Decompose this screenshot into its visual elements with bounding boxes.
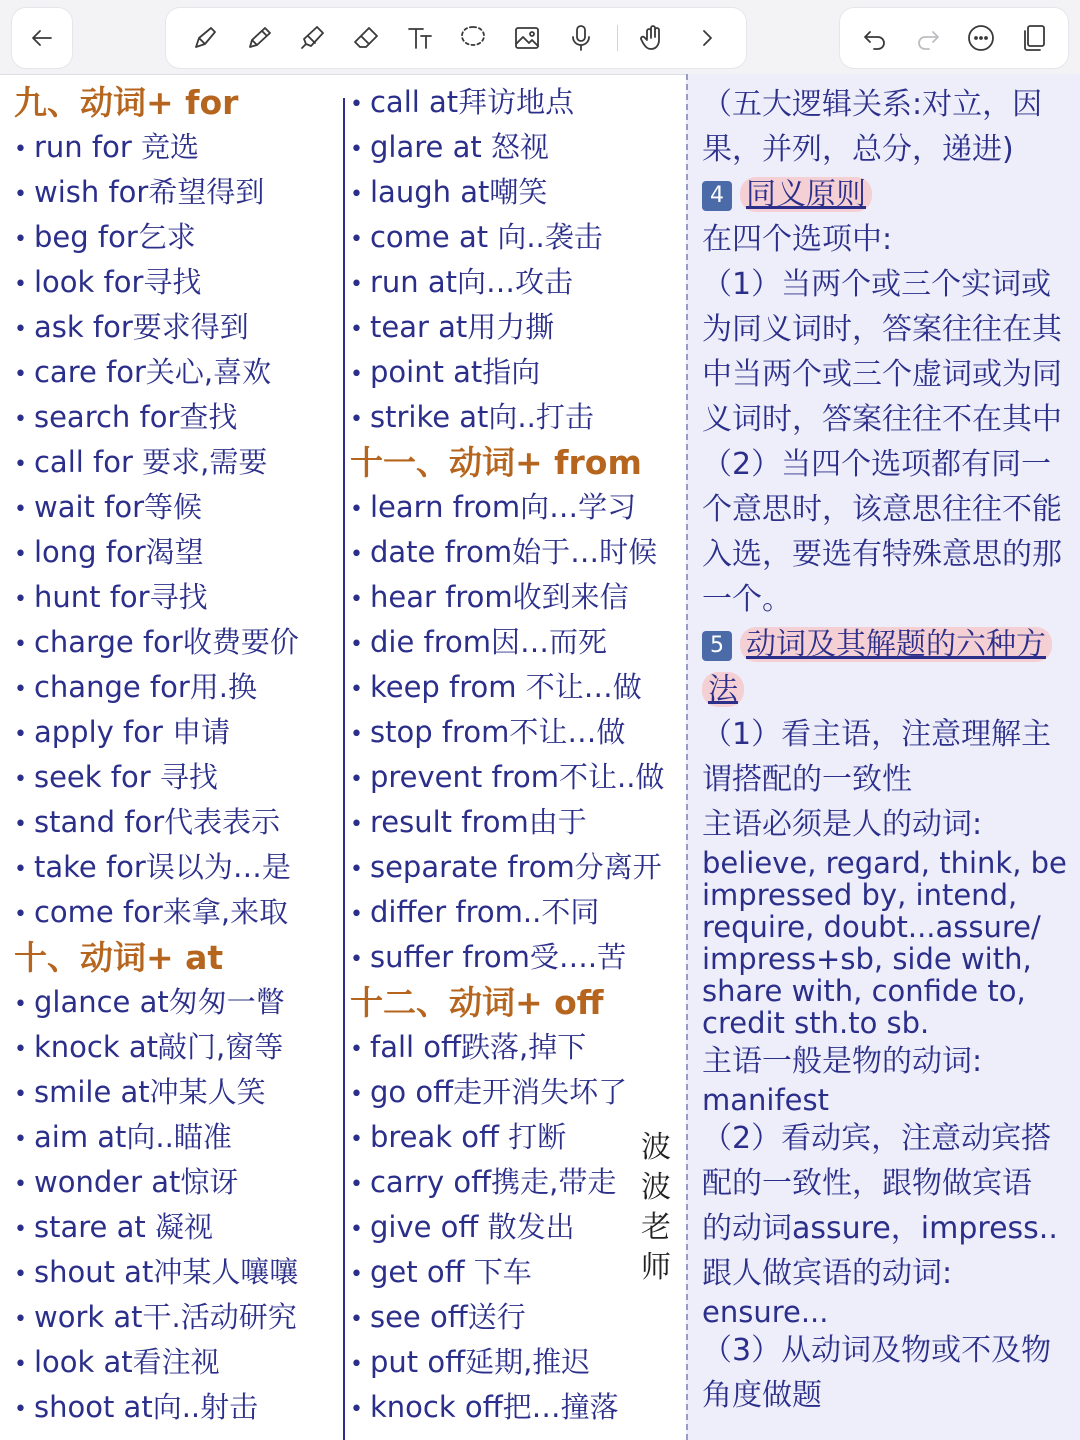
pencil-icon[interactable] [241,20,277,56]
list-verb-from [350,485,680,980]
document-actions [840,8,1068,68]
list-item: • shout at冲某人嚷嚷 [14,1250,334,1295]
text-line: impressed by, intend, [702,878,1018,912]
list-item: • tear at用力撕 [350,305,680,350]
text-line: （1）看主语，注意理解主 [702,717,1052,752]
text-line: 主语一般是物的动词: [702,1044,983,1079]
list-item: • differ from..不同 [350,890,680,935]
list-item: • smile at冲某人笑 [14,1070,334,1115]
text-line: share with, confide to, [702,974,1026,1008]
highlighter-icon[interactable] [294,20,330,56]
list-verb-at-continued [350,80,680,440]
text-line: 角度做题 [702,1378,822,1413]
number-badge: 5 [702,631,732,661]
text-line: ensure... [702,1295,829,1329]
list-item: • learn from向…学习 [350,485,680,530]
text-line: 入选，要选有特殊意思的那 [702,537,1062,572]
list-item: • die from因…而死 [350,620,680,665]
toolbar [0,0,1080,75]
signature-char: 师 [641,1250,671,1285]
list-item: • wish for希望得到 [14,170,334,215]
text-tool-icon[interactable] [402,20,438,56]
heading-verb-for: 九、动词+ for [14,83,239,122]
list-item: • work at干.活动研究 [14,1295,334,1340]
list-item: • aim at向..瞄准 [14,1115,334,1160]
heading-verb-from: 十一、动词+ from [350,443,642,482]
image-icon[interactable] [509,20,545,56]
redo-icon[interactable] [910,20,946,56]
list-item: • carry off携走,带走 [350,1160,680,1205]
heading-verb-at: 十、动词+ at [14,938,224,977]
microphone-icon[interactable] [563,20,599,56]
column-divider [343,98,345,1440]
text-line: 果，并列，总分，递进) [702,132,1014,167]
list-item: • stare at 凝视 [14,1205,334,1250]
list-item: • give off 散发出 [350,1205,680,1250]
text-line: （1）当两个或三个实词或 [702,267,1052,302]
section-title-5-cont [702,667,1080,712]
list-item: • look for寻找 [14,260,334,305]
text-line: 配的一致性，跟物做宾语 [702,1166,1032,1201]
text-line: （3）从动词及物或不及物 [702,1333,1052,1368]
arrow-left-icon [24,20,60,56]
text-line: credit sth.to sb. [702,1006,930,1040]
text-line: believe, regard, think, be [702,846,1067,880]
list-item: • wait for等候 [14,485,334,530]
list-item: • wonder at惊讶 [14,1160,334,1205]
list-item: • separate from分离开 [350,845,680,890]
section-title-5 [702,622,1080,667]
list-item: • knock off把…撞落 [350,1385,680,1430]
signature-char: 波 [641,1170,671,1205]
list-item: • glare at 怒视 [350,125,680,170]
signature-char: 老 [641,1210,671,1245]
list-item: • prevent from不让..做 [350,755,680,800]
text-line: 中当两个或三个虚词或为同 [702,357,1062,392]
list-item: • date from始于…时候 [350,530,680,575]
lasso-icon[interactable] [455,20,491,56]
text-line: （五大逻辑关系:对立，因 [702,87,1043,122]
back-button[interactable] [12,8,72,68]
text-line: 一个。 [702,582,792,617]
text-line: 的动词assure，impress.. [702,1211,1058,1246]
column-verb-for-at [14,80,334,1430]
text-line: 为同义词时，答案往往在其 [702,312,1062,347]
list-verb-for [14,125,334,935]
list-item: • change for用.换 [14,665,334,710]
list-item: • charge for收费要价 [14,620,334,665]
section-title-text: 法 [702,672,744,707]
text-line: 在四个选项中: [702,222,893,257]
list-item: • call for 要求,需要 [14,440,334,485]
list-item: • come at 向..袭击 [350,215,680,260]
section-title-4 [702,172,1080,217]
signature-char: 波 [641,1130,671,1165]
text-line: 个意思时，该意思往往不能 [702,492,1062,527]
list-item: • care for关心,喜欢 [14,350,334,395]
list-item: • take for误以为…是 [14,845,334,890]
list-item: • beg for乞求 [14,215,334,260]
list-item: • look at看注视 [14,1340,334,1385]
list-item: • see off送行 [350,1295,680,1340]
column-verb-at-from-off [350,80,680,1430]
list-item: • knock at敲门,窗等 [14,1025,334,1070]
list-item: • break off 打断 [350,1115,680,1160]
text-line: （2）看动宾，注意动宾搭 [702,1121,1052,1156]
text-line: manifest [702,1083,829,1117]
list-verb-off [350,1025,680,1430]
list-item: • hear from收到来信 [350,575,680,620]
heading-verb-off: 十二、动词+ off [350,983,604,1022]
list-item: • point at指向 [350,350,680,395]
more-icon[interactable] [963,20,999,56]
section-title-text: 同义原则 [740,177,872,212]
list-item: • run at向…攻击 [350,260,680,305]
list-item: • get off 下车 [350,1250,680,1295]
tool-palette [166,8,746,68]
pages-icon[interactable] [1016,20,1052,56]
list-item: • hunt for寻找 [14,575,334,620]
list-item: • shoot at向..射击 [14,1385,334,1430]
toolbar-separator [617,25,618,51]
list-item: • fall off跌落,掉下 [350,1025,680,1070]
text-line: require, doubt...assure/ [702,910,1041,944]
list-item: • call at拜访地点 [350,80,680,125]
text-line: impress+sb, side with, [702,942,1032,976]
chevron-right-icon[interactable] [689,20,725,56]
text-line: 义词时，答案往往不在其中 [702,402,1062,437]
list-item: • long for渴望 [14,530,334,575]
list-item: • ask for要求得到 [14,305,334,350]
list-item: • search for查找 [14,395,334,440]
eraser-icon[interactable] [348,20,384,56]
list-item: • apply for 申请 [14,710,334,755]
pen-icon[interactable] [187,20,223,56]
list-item: • seek for 寻找 [14,755,334,800]
author-signature [636,1128,676,1288]
list-item: • strike at向..打击 [350,395,680,440]
list-item: • laugh at嘲笑 [350,170,680,215]
list-verb-at [14,980,334,1430]
list-item: • come for来拿,来取 [14,890,334,935]
list-item: • keep from 不让…做 [350,665,680,710]
hand-icon[interactable] [635,20,671,56]
list-item: • go off走开消失坏了 [350,1070,680,1115]
number-badge: 4 [702,181,732,211]
list-item: • result from由于 [350,800,680,845]
text-line: 跟人做宾语的动词: [702,1256,953,1291]
list-item: • stand for代表表示 [14,800,334,845]
undo-icon[interactable] [857,20,893,56]
list-item: • stop from不让…做 [350,710,680,755]
list-item: • suffer from受….苦 [350,935,680,980]
text-line: 谓搭配的一致性 [702,762,912,797]
text-line: （2）当四个选项都有同一 [702,447,1052,482]
list-item: • glance at匆匆一瞥 [14,980,334,1025]
section-title-text: 动词及其解题的六种方 [740,627,1052,662]
column-solving-principles [686,74,1080,1440]
list-item: • put off延期,推迟 [350,1340,680,1385]
list-item: • run for 竞选 [14,125,334,170]
text-line: 主语必须是人的动词: [702,807,983,842]
